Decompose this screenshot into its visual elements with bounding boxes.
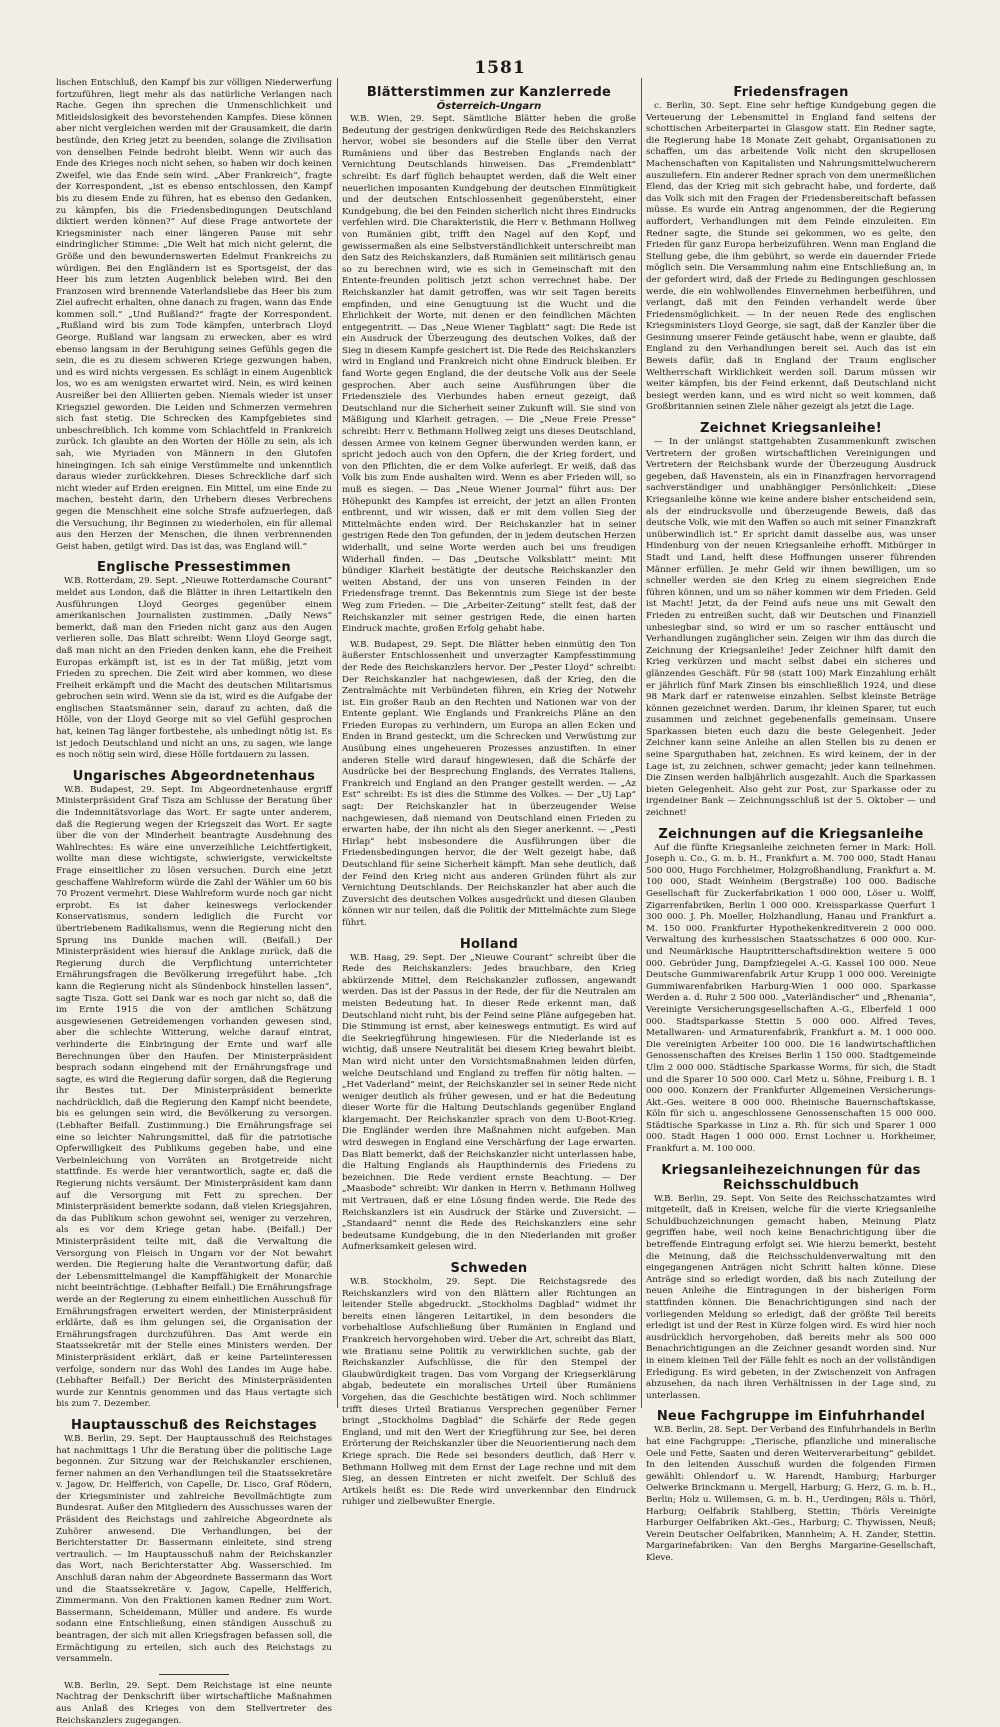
column-1 (56, 78, 333, 1726)
column-divider (337, 78, 338, 1408)
column-3 (646, 78, 936, 1563)
article-paragraph: Auf die fünfte Kriegsanleihe zeichneten ferner in Mark: Holl. Joseph u. Co., G. m. b. H., Frankfurt a. M. 700 000, Stadt Hanau 500 000, Hugo Forchheimer, Holzgroßhandlung, Frankfurt a. M. 100 000, Stadt Weinheim (Bergstraße) 100 000. Badische Gesellschaft für Zuckerfabrikation 1 000 000, Löser u. Wolff, Zigarrenfabriken, Berlin 1 000 000. Kreissparkasse Querfurt 1 300 000. J. Ph. Moeller, Holzhandlung, Hanau und Frankfurt a. M. 150 000. Frankfurter Hypothekenkreditverein 2 000 000. Verwaltung des kurhessischen Staatsschatzes 6 000 000. Kur- und Neumärkische Hauptritterschaftsdirektion weitere 5 000 000. Gebrüder Jung, Dampfziegelei A.-G. Kassel 100 000. Neue Deutsche Gummiwarenfabrik Artur Krupp 1 000 000. Vereinigte Gummiwarenfabriken Harburg-Wien 1 000 000. Sparkasse Werden a. d. Ruhr 2 500 000. „Vaterländischer“ und „Rhenania“, Vereinigte Versicherungsgesellschaften A.-G., Elberfeld 1 000 000. Stadtsparkasse Stettin 5 000 000. Alfred Teves, Metallwaren- und Armaturenfabrik, Frankfurt a. M. 1 000 000. Die vereinigten Arbeiter 100 000. Die 16 landwirtschaftlichen Genossenschaften des Kreises Berlin 1 150 000. Stadtgemeinde Ulm 2 000 000. Städtische Sparkasse Worms, für sich, die Stadt und die Sparer 10 500 000. Carl Metz u. Söhne, Freiburg i. B. 1 000 000. Konzern der Frankfurter Allgemeinen Versicherungs-Akt.-Ges. weitere 8 000 000. Rheinische Bauernschaftskasse, Köln für sich u. angeschlossene Genossenschaften 15 000 000. Städtische Sparkasse in Linz a. Rh. für sich und Sparer 1 000 000. Stadt Hagen 1 000 000. Ernst Lochner u. Horkheimer, Frankfurt a. M. 100 000. (646, 842, 936, 1155)
section-heading: Englische Pressestimmen (97, 560, 291, 576)
article-paragraph: W.B. Budapest, 29. Sept. Die Blätter heben einmütig den Ton äußerster Entschlossenheit und unverzagter Kampfesstimmung der Rede des Reichskanzlers hervor. Der „Pester Lloyd“ schreibt: Der Reichskanzler hat nachgewiesen, daß der Krieg, den die Zentralmächte mit Verbündeten führen, ein Krieg der Notwehr ist. Ein großer Raub an den Rechten und Nationen war von der Entente geplant. Wie Englands und Frankreichs Pläne an den Frieden Europas zu verhindern, um Europa an allen Ecken und Enden in Brand gesteckt, um die Schrecken und Verwüstung zur Ausübung eines ungeheueren Prozesses anzustiften. In einer anderen Stelle wird darauf hingewiesen, daß die Schärfe der Ausdrücke bei der Besprechung Englands, des Verrates Italiens, Frankreich und England an den Pranger gestellt werden. — „Az Est“ schreibt: Es ist dies die Stimme des Volkes. — Der „Uj Lap“ sagt: Der Reichskanzler hat in überzeugender Weise nachgewiesen, daß niemand von Deutschland einen Frieden zu erwarten habe, der ihn nicht als den Sieger anerkennt. — „Pesti Hirlap“ hebt insbesondere die Ausführungen über die Friedensbedingungen hervor, die der Welt gezeigt habe, daß Deutschland für seine Sicherheit kämpft. Man sehe deutlich, daß der Feind den Krieg nicht aus anderen Gründen führt als zur Vernichtung Deutschlands. Der Reichskanzler hat aber auch die Zuversicht des deutschen Volkes ausgedrückt und diesen Glauben können wir nur teilen, daß die Politik der Mittelmächte zum Siege führt. (342, 639, 636, 928)
page-number: 1581 (474, 58, 526, 78)
article-paragraph: c. Berlin, 30. Sept. Eine sehr heftige Kundgebung gegen die Verteuerung der Lebensmittel in England fand seitens der schottischen Arbeiterpartei in Glasgow statt. Ein Redner sagte, die Regierung habe 18 Monate Zeit gehabt, Organisationen zu schaffen, um das arbeitende Volk nicht den skrupellosen Machenschaften von Kapitalisten und Nahrungsmittelwucherern auszuliefern. Ein anderer Redner sprach von dem unermeßlichen Elend, das der Krieg mit sich gebracht habe, und forderte, daß das Volk sich mit den Fragen der Friedensbereitschaft befassen müsse. Es wurde ein Antrag angenommen, der die Regierung auffordert, Verhandlungen mit dem Feinde einzuleiten. Ein Redner sagte, die Stunde sei gekommen, wo es gelte, den Frieden für ganz Europa herbeizuführen. Wenn man England die Stellung gebe, die ihm gebührt, so werde ein dauernder Friede möglich sein. Die Versammlung nahm eine Entschließung an, in der gefordert wird, daß der Friede zu Bedingungen geschlossen werde, die ein wohlwollendes Einvernehmen herbeiführen, und verlangt, daß mit den Feinden verhandelt werde über Friedensmöglichkeit. — In der neuen Rede des englischen Kriegsministers Lloyd George, sie sagt, daß der Kanzler über die Gesinnung unserer Feinde getäuscht habe, wenn er glaubte, daß England zu den Verhandlungen bereit sei. Auch das ist ein Beweis dafür, daß in England der Traum englischer Weltherrschaft Wirklichkeit werden soll. Darum müssen wir weiter kämpfen, bis der Feind erkennt, daß Deutschland nicht besiegt werden kann, und es wird nicht so weit kommen, daß Großbritannien seinen Ziele näher gezeigt als jetzt die Lage. (646, 101, 936, 413)
article-paragraph: W.B. Rotterdam, 29. Sept. „Nieuwe Rotterdamsche Courant“ meldet aus London, daß die Blätter in ihren Leitartikeln den Ausführungen Lloyd Georges gegenüber einem amerikanischen Journalisten zustimmen. „Daily News“ bemerkt, daß man den Frieden nicht ganz aus den Augen verlieren solle. Das Blatt schreibt: Wenn Lloyd George sagt, daß man nicht an den Frieden denken kann, ehe die Freiheit Europas erkämpft ist, ist es in der Tat müßig, jetzt vom Frieden zu sprechen. Die Zeit wird aber kommen, wo diese Freiheit erkämpft und die Macht des deutschen Militarismus gebrochen sein wird. Wenn sie da ist, wird es die Aufgabe der englischen Staatsmänner sein, darauf zu achten, daß die Hölle, von der Lloyd George mit so viel Gefühl gesprochen hat, keinen Tag länger fortbestehe, als unbedingt nötig ist. Es ist jedoch Deutschland und nicht an uns, zu sagen, wie lange es noch nötig sein wird, diese Hölle fortdauern zu lassen. (56, 576, 333, 761)
section-heading: Neue Fachgruppe im Einfuhrhandel (656, 1409, 926, 1425)
article-paragraph: W.B. Haag, 29. Sept. Der „Nieuwe Courant“ schreibt über die Rede des Reichskanzlers: Jedes brauchbare, den Krieg abkürzende Mittel, dem Reichskanzler zuflossen, angewandt werden. Das ist der Passus in der Rede, der für die Neutralen am meisten Bedeutung hat. In dieser Rede erkennt man, daß Deutschland nicht ruht, bis der Feind seine Pläne aufgegeben hat. Die Stimmung ist ernst, aber keineswegs entmutigt. Es wird auf die Seekriegführung hingewiesen. Für die Niederlande ist es wichtig, daß unsere Neutralität bei diesem Krieg bewahrt bleibt. Man wird nicht unter den Vorsichtsmaßnahmen leiden dürfen, welche Deutschland und England zu treffen für nötig halten. — „Het Vaderland“ meint, der Reichskanzler sei in seiner Rede nicht weniger deutlich als früher gewesen, und er hat die Bedeutung dieser Worte für die Haltung Deutschlands gegenüber England klargemacht. Der Reichskanzler sprach von dem U-Boot-Krieg. Die Engländer werden ihre Maßnahmen nicht aufgeben. Man wird deswegen in England eine Verschärfung der Lage erwarten. Das Blatt bemerkt, daß der Reichskanzler nicht unterlassen habe, die Haltung Englands als Haupthindernis des Friedens zu bezeichnen. Die Rede verdient ernste Beachtung. — Der „Maasbode“ schreibt: Wir danken in Herrn v. Bethmann Hollweg mit Vertrauen, daß er eine Lösung finden werde. Die Rede des Reichskanzlers ist ein Ausdruck der Stärke und Zuversicht. — „Standaard“ nennt die Rede des Reichskanzlers eine sehr bedeutsame Kundgebung, die in den Niederlanden mit großer Aufmerksamkeit gelesen wird. (342, 952, 636, 1253)
section-heading: Zeichnet Kriegsanleihe! (700, 421, 882, 437)
section-heading: Zeichnungen auf die Kriegsanleihe (658, 826, 924, 842)
article-paragraph: W.B. Wien, 29. Sept. Sämtliche Blätter heben die große Bedeutung der gestrigen denkwürdigen Rede des Reichskanzlers hervor, wobei sie besonders auf die Stelle über den Verrat Rumäniens und über das Bestreben Englands nach der Vernichtung Deutschlands hinweisen. Das „Fremdenblatt“ schreibt: Es darf füglich behauptet werden, daß die Welt einer neuerlichen imposanten Kundgebung der deutschen Einmütigkeit und der deutschen Entschlossenheit gegenübersteht, einer Kundgebung, die bei den Feinden sicherlich nicht ihres Eindrucks verfehlen wird. Die Charakteristik, die Herr v. Bethmann Hollweg von Rumänien gibt, trifft den Nagel auf den Kopf, und gewissermaßen als eine Selbstverständlichkeit unterschreibt man den Satz des Reichskanzlers, daß Rumänien seit militärisch genau so zu berechnen wird, wie es sich in Gemeinschaft mit den Entente-freunden politisch jetzt schon verrechnet habe. Der Reichskanzler hat damit getroffen, was wir seit Tagen bereits empfinden, und eine Genugtuung ist die Wucht und die Ehrlichkeit der Worte, mit denen er den feindlichen Mächten entgegentritt. — Das „Neue Wiener Tagblatt“ sagt: Die Rede ist ein Ausdruck der Überzeugung des deutschen Volkes, daß der Sieg in diesem Kampfe gesichert ist. Die Rede des Reichskanzlers wird in England und Frankreich nicht ohne Eindruck bleiben. Er fand Worte gegen England, die der deutsche Volk aus der Seele gesprochen. Aber auch seine Ausführungen über die Friedensziele des Vierbundes haben erneut gezeigt, daß Deutschland nur die Sicherheit seiner Zukunft will. Sie sind von Mäßigung und Klarheit getragen. — Die „Neue Freie Presse“ schreibt: Herr v. Bethmann Hollweg zeigt uns dieses Deutschland, dessen Armee von keinem Gegner überwunden werden kann, er spricht jedoch auch von den Opfern, die der Krieg fordert, und von den Pflichten, die er dem Volke auferlegt. Er weiß, daß das Volk bis zum Ende aushalten wird. Wenn es aber Frieden will, so muß es siegen. — Das „Neue Wiener Journal“ führt aus: Der Höhepunkt des Kampfes ist erreicht, der jetzt an allen Fronten entbrennt, und wir wissen, daß er mit dem vollen Sieg der Mittelmächte enden wird. Der Reichskanzler hat in seiner gestrigen Rede den Ton gefunden, der in jedem deutschen Herzen widerhallt, und seine Worte werden auch bei uns freudigen Widerhall finden. — Das „Deutsche Volksblatt“ meint: Mit bündiger Klarheit bestätigte der deutsche Reichskanzler den weiten Abstand, der uns von unseren Feinden in der Friedensfrage trennt. Das Bekenntnis zum Siege ist der beste Weg zum Frieden. — Die „Arbeiter-Zeitung“ stellt fest, daß der Reichskanzler mit seiner gestrigen Rede, die einen harten Eindruck machte, großen Erfolg gehabt habe. (342, 114, 636, 635)
article-paragraph: W.B. Berlin, 29. Sept. Dem Reichstage ist eine neunte Nachtrag der Denkschrift über wirtschaftliche Maßnahmen aus Anlaß des Krieges von dem Stellvertreter des Reichskanzlers zugegangen. (56, 1680, 332, 1726)
section-heading: Friedensfragen (733, 85, 849, 100)
section-heading: Ungarisches Abgeordnetenhaus (72, 768, 316, 784)
section-heading: Blätterstimmen zur Kanzlerrede (366, 85, 612, 100)
article-paragraph: W.B. Stockholm, 29. Sept. Die Reichstagsrede des Reichskanzlers wird von den Blättern aller Richtungen an leitender Stelle abgedruckt. „Stockholms Dagblad“ widmet ihr bereits einen längeren Leitartikel, in dem besonders die vorbehaltlose Aufschließung über Rumänien in England und Frankreich hervorgehoben wird. Ueber die Art, schreibt das Blatt, wie Bratianu seine Politik zu verwirklichen suchte, gab der Reichskanzler Aufschlüsse, die für den Stempel der Glaubwürdigkeit tragen. Das vom Vorgang der Kriegserklärung abgab, bedeutete ein moralisches Urteil über Rumäniens Vorgehen, das die Geschichte bestätigen wird. Noch schlimmer trifft dieses Urteil Bratianus Versprechen gegenüber Ferner bringt „Stockholms Dagblad“ die Schärfe der Rede gegen England, und mit den Wert der Kriegführung zur See, bei deren Erörterung der Reichskanzler über die Neuorientierung nach dem Kriege sprach. Die Rede sei besonders deutlich, daß Herr v. Bethmann Hollweg mit dem Ernst der Lage rechne und mit dem Sieg, an dessen Eintreten er nicht zweifelt. Der Schluß des Artikels heißt es: Die Rede wird unverkennbar den Eindruck ruhiger und zielbewußter Energie. (342, 1277, 636, 1508)
section-heading: Kriegsanleihezeichnungen für das Reichsschuldbuch (661, 1162, 921, 1193)
article-paragraph: — In der unlängst stattgehabten Zusammenkunft zwischen Vertretern der großen wirtschaftlichen Vereinigungen und Vertretern der Reichsbank wurde der Überzeugung Ausdruck gegeben, daß Havenstein, als ein in Finanzfragen hervorragend sachverständiger und unabhängiger Persönlichkeit: „Diese Kriegsanleihe könne wie keine andere bisher entscheidend sein, als der eindrucksvolle und überzeugende Beweis, daß das deutsche Volk, wie mit den Waffen so auch mit seiner Finanzkraft unüberwindlich ist.“ Er spricht damit dasselbe aus, was unser Hindenburg von der neuen Kriegsanleihe erhofft. Mitbürger in Stadt und Land, helft diese Hoffnungen unserer führenden Männer erfüllen. Je mehr Geld wir ihnen bewilligen, um so schneller werden sie den Krieg zu einem siegreichen Ende führen können, und um so näher kommen wir dem Frieden. Geld ist Macht! Jetzt, da der Feind aufs neue uns mit Gewalt den Frieden zu entreißen sucht, daß wir Deutschen und Finanziell unbesiegbar sind, so wird er um so rascher enttäuscht und Verhandlungen zugänglicher sein. Zeigen wir ihm das durch die Zeichnung der Kriegsanleihe! Jeder Zeichner hilft damit den Krieg verkürzen und macht selbst dabei ein sicheres und glänzendes Geschäft. Für 98 (statt 100) Mark Einzahlung erhält er jährlich fünf Mark Zinsen bis einschließlich 1924, und diese 98 Mark darf er ratenweise einzahlen. Selbst kleinste Beträge können gezeichnet werden. Darum, ihr kleinen Sparer, tut euch zusammen und zeichnet gegebenenfalls gemeinsam. Unsere Sparkassen bieten euch dazu die beste Gelegenheit. Jeder Zeichner kann seine Anleihe an allen Stellen bis zu denen er seine Sparguthaben hat, zeichnen. Es wird keinem, der in der Lage ist, zu zeichnen, schwer gemacht; jeder kann teilnehmen. Die Zinsen werden halbjährlich ausgezahlt. Auch die Sparkassen bieten Gelegenheit. Also geht zur Post, zur Sparkasse oder zu irgendeiner Bank — Zeichnungsschluß ist der 5. Oktober — und zeichnet! (646, 437, 936, 819)
separator-rule (159, 1674, 229, 1675)
article-paragraph: W.B. Berlin, 28. Sept. Der Verband des Einfuhrhandels in Berlin hat eine Fachgruppe: „Tierische, pflanzliche und mineralische Oele und Fette, Saaten und deren Weiterverarbeitung“ gebildet. In den leitenden Ausschuß wurden die folgenden Firmen gewählt: Ohlendorf u. W. Harendt, Hamburg; Harburger Oelwerke Brinckmann u. Mergell, Harburg; G. Herz, G. m. b. H., Berlin; Holz u. Willemsen, G. m. b. H., Uerdingen; Röls u. Thörl, Harburg; Oelfabrik Stahlberg, Stettin; Thörls Vereinigte Harburger Oelfabriken Akt.-Ges., Harburg; C. Thywissen, Neuß; Verein Deutscher Oelfabriken, Mannheim; A. H. Zander, Stettin. Margarinefabriken: Van den Berghs Margarine-Gesellschaft, Kleve. (646, 1425, 936, 1563)
article-paragraph: W.B. Berlin, 29. Sept. Von Seite des Reichsschatzamtes wird mitgeteilt, daß in Kreisen, welche für die vierte Kriegsanleihe Schuldbuchzeichnungen gemacht haben, Meinung Platz gegriffen habe, weil noch keine Benachrichtigung über die betreffende Eintragung erfolgt sei. Wie hierzu bemerkt, besteht die Meinung, daß die Reichsschuldenverwaltung mit den eingegangenen Anträgen nicht Schritt halten könne. Diese Anträge sind so erledigt worden, daß bis nach Zuteilung der neuen Anleihe die Eintragungen in der bisherigen Form stattfinden können. Die Benachrichtigungen sind nach der vorliegenden Meldung so erledigt, daß der größte Teil bereits erledigt ist und der Rest in Kürze folgen wird. Es wird hier noch ausdrücklich hervorgehoben, daß bereits mehr als 500 000 Benachrichtigungen an die Zeichner gesandt worden sind. Nur in einem kleinen Teil der Fälle fehlt es noch an der vollständigen Erledigung. Es wird gebeten, in der Zwischenzeit von Anfragen abzusehen, da nach ihren Verhältnissen in der Lage sind, zu unterlassen. (646, 1193, 936, 1401)
column-2 (342, 78, 636, 1508)
section-heading: Schweden (450, 1261, 528, 1276)
article-paragraph: W.B. Budapest, 29. Sept. Im Abgeordnetenhause ergriff Ministerpräsident Graf Tisza am Schlusse der Beratung über die Indemnitätsvorlage das Wort. Er sagte unter anderem, daß die Regierung wegen der Kriegszeit das Wort. Er sagte über die von der Minderheit beantragte Ausdehnung des Wahlrechtes: Es wäre eine unverzeihliche Leichtfertigkeit, wollte man diese wichtigste, schwierigste, verwickeltste Frage einseitlicher zu lösen versuchen. Durch eine jetzt geschaffene Wahlreform würde die Zahl der Wähler um 60 bis 70 Prozent vermehrt. Diese Wahlreform wurde noch gar nicht erprobt. Es ist daher keineswegs verlockender Konservatismus, sondern lediglich die Furcht vor übertriebenem Radikalismus, wenn die Regierung nicht den Sprung ins Dunkle machen will. (Beifall.) Der Ministerpräsident wies hierauf die Anklage zurück, daß die Regierung durch die Verpflichtung unterrichteter Ernährungsfragen die Bevölkerung irregeführt habe. „Ich kann die Regierung nicht als Sündenbock hinstellen lassen“, sagte Tisza. Gott sei Dank war es noch gar nicht so, daß die im Ernte 1915 die von der amtlichen Schätzung ausgewiesenen Getreidemengen vorhanden gewesen sind, aber die schlechte Witterung, welche darauf eintrat, verhinderte die Einbringung der Ernte und warf alle Berechnungen über den Haufen. Der Ministerpräsident besprach sodann eingehend mit der Ernährungsfrage und sagte, es wird die Regierung dafür sorgen, daß die Regierung ihr Bestes tut. Der Ministerpräsident bemerkte nachdrücklich, daß die Regierung den Kampf nicht beendete, bis es gelungen sein wird, die Bevölkerung zu versorgen. (Lebhafter Beifall. Zustimmung.) Die Ernährungsfrage sei eine so leichter Nahrungsmittel, daß für die patriotische Opferwilligkeit des Publikums gegeben habe, und eine Verbeinleichung von Vorräten an Brotgetreide nicht stattfinde. Es werde hier verantwortlich, sagte er, daß die Regierung nichts versäumt. Der Ministerpräsident kam dann auf die Versorgung mit Fett zu sprechen. Der Ministerpräsident bemerkte sodann, daß vielen Kriegsjahren, da das Publikum schon gewohnt sei, weniger zu verzehren, als es vor dem Kriege getan habe. (Beifall.) Der Ministerpräsident teilte mit, daß die Verwaltung die Versorgung von Fleisch in Ungarn vor der Not bewahrt werden. Die Regierung halte die Verantwortung dafür, daß der Lebensmittelmangel die Kampffähigkeit der Monarchie nicht beeinträchtige. (Lebhafter Beifall.) Die Ernährungsfrage werde an der Regierung zu einem einheitlichen Ausschuß für Ernährungsfragen erweitert werden, der Ministerpräsident erklärte, daß es ihm gelungen sei, die Organisation der Ernährungsfragen durchzuführen. Das Amt werde ein Staatssekretär mit der Stelle eines Ministers werden. Der Ministerpräsident erklärt, daß er keine Parteiinteressen verfolge, sondern nur das Wohl des Landes im Auge habe. (Lebhafter Beifall.) Der Bericht des Ministerpräsidenten wurde zur Kenntnis genommen und das Haus vertagte sich bis zum 7. Dezember. (56, 784, 332, 1410)
section-subheading: Österreich-Ungarn (436, 101, 542, 112)
section-heading: Hauptausschuß des Reichstages (71, 1417, 317, 1433)
section-heading: Holland (459, 936, 519, 952)
column-divider (641, 78, 642, 1408)
article-paragraph: W.B. Berlin, 29. Sept. Der Hauptausschuß des Reichstages hat nachmittags 1 Uhr die Beratung über die politische Lage begonnen. Zur Sitzung war der Reichskanzler erschienen, ferner nahmen an den Verhandlungen teil die Staatssekretäre v. Jagow, Dr. Helfferich, von Capelle, Dr. Lisco, Graf Rödern, der Kriegsminister und zahlreiche Bevollmächtigte zum Bundesrat. Außer den Mitgliedern des Ausschusses waren der Präsident des Reichstags und zahlreiche Abgeordnete als Zuhörer anwesend. Die Verhandlungen, bei der Berichterstatter Dr. Bassermann einleitete, sind streng vertraulich. — Im Hauptausschuß nahm der Reichskanzler das Wort, nach Berichterstatter Abg. Wasserschied. Im Anschluß daran nahm der Abgeordnete Bassermann das Wort und die Staatssekretäre v. Jagow, Capelle, Helfferich, Zimmermann. Von den Fraktionen kamen Redner zum Wort. Bassermann, Scheidemann, Müller und andere. Es wurde sodann eine Entschließung, einen ständigen Ausschuß zu beantragen, der sich mit allen Kriegsfragen befassen soll, die Ermächtigung zu erteilen, sich auch des Reichstags zu versammeln. (56, 1433, 332, 1665)
article-paragraph: lischen Entschluß, den Kampf bis zur völligen Niederwerfung fortzuführen, liegt mehr als das natürliche Verlangen nach Rache. Gegen ihn sprechen die Unmenschlichkeit und Mitleidslosigkeit des bevorstehenden Kampfes. Diese können aber nicht vergleichen werden mit der Grausamkeit, die darin bestünde, den Krieg jetzt zu beenden, solange die Zivilisation von denselben Feinde bedroht bleibt. Wenn wir auch das Ende des Krieges noch nicht sehen, so haben wir doch keinen Zweifel, wie das Ende sein wird. „Aber Frankreich“, fragte der Korrespondent, „ist es ebenso entschlossen, den Kampf bis zu diesem Ende zu führen, hat es ebenso den Gedanken, zu kämpfen, bis die Friedensbedingungen Deutschland diktiert werden können?“ Auf diese Frage antwortete der Kriegsminister nach einer längeren Pause mit sehr eindringlicher Stimme: „Die Welt hat mich nicht gelernt, die Größe und den bewundernswerten Edelmut Frankreichs zu würdigen. Bei den Engländern ist es Sportsgeist, der das Heer bis zum letzten Augenblick beleben wird. Bei den Franzosen wird brennende Vaterlandsliebe das Heer bis zum Ziel aufrecht erhalten, ohne danach zu fragen, wann das Ende kommen soll.“ „Und Rußland?“ fragte der Korrespondent. „Rußland wird bis zum Tode kämpfen, unterbrach Lloyd George. Rußland war langsam zu erwecken, aber es wird ebenso langsam in der Beruhigung seines Gefühls gegen die sein, die es zu diesem schweren Kriege gezwungen haben, und es wird nichts vergessen. Es schlägt in einem Augenblick los, wo es am wenigsten erwartet wird. Nein, es wird keinen Ausreißer bei den Alliierten geben. Niemals wieder ist unser Kriegsziel geworden. Die Leiden und Schmerzen vermehren sich fast stetig. Die Schrecken des Kampfgebietes sind unbeschreiblich. Ich komme vom Schlachtfeld in Frankreich zurück. Ich glaubte an den Worten der Hölle zu sein, als ich sah, wie Myriaden von Männern in den Glutofen hineingingen. Ich sah einige Verstümmelte und unkenntlich daraus wieder zurückkehren. Dieses Schreckliche darf sich nicht wieder auf Erden ereignen. Ein Mittel, um eine Ende zu machen, besteht darin, den Urhebern dieses Verbrechens gegen die Menschheit eine solche Strafe aufzuerlegen, daß die Versuchung, ihr Beginnen zu wiederholen, ein für allemal aus den Herzen der Menschen, die ihnen verbrennenden Geist haben, getilgt wird. Das ist das, was England will.“ (56, 78, 332, 552)
